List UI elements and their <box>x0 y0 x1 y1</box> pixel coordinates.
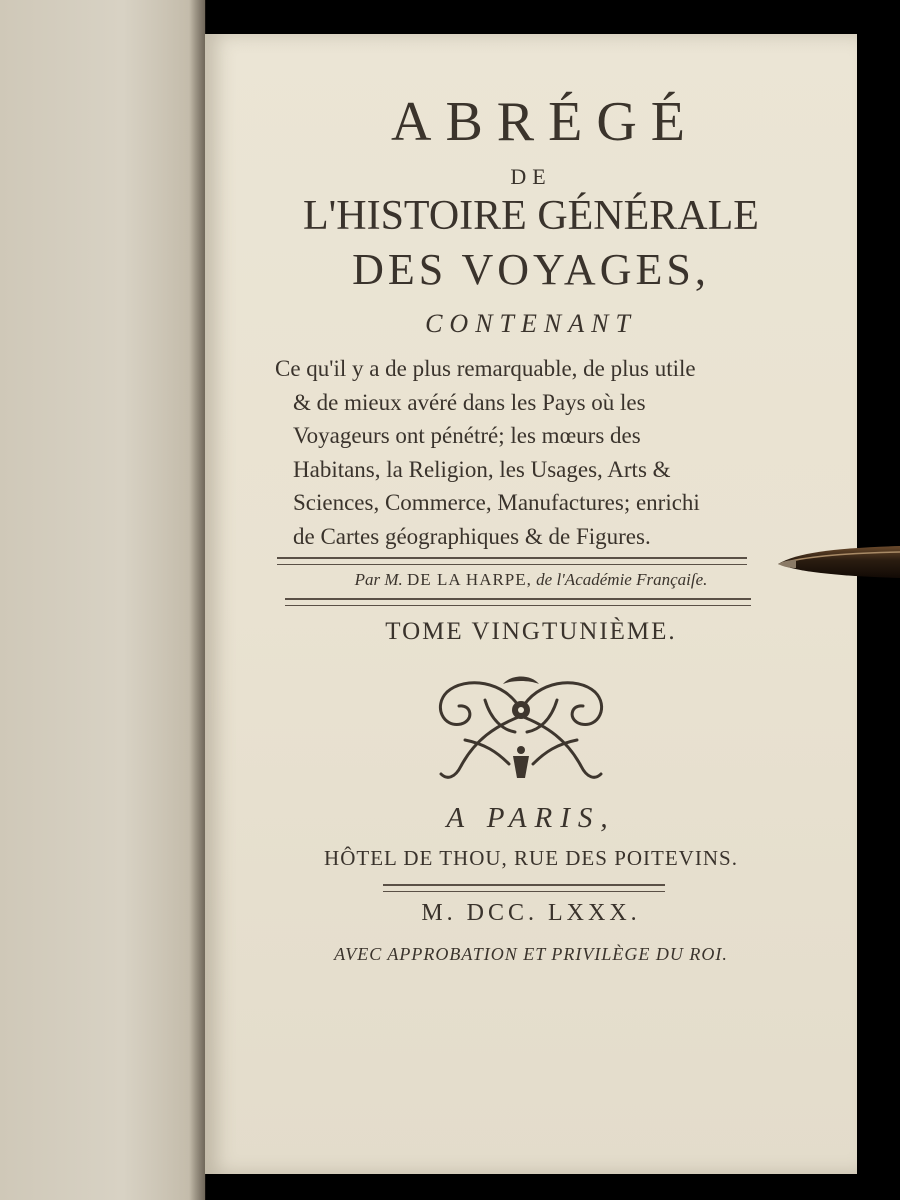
printers-ornament <box>425 670 617 786</box>
title-histoire-generale: L'HISTOIRE GÉNÉRALE <box>303 193 759 239</box>
left-facing-page <box>0 0 205 1200</box>
imprint-rule <box>383 884 665 892</box>
author-byline <box>205 570 857 590</box>
double-rule-top <box>277 557 747 565</box>
imprint-address: HÔTEL DE THOU, RUE DES POITEVINS. <box>324 846 738 870</box>
volume-number: TOME VINGTUNIÈME. <box>385 618 677 645</box>
description-line: & de mieux avéré dans les Pays où les <box>293 389 646 415</box>
title-des-voyages: DES VOYAGES, <box>352 245 710 294</box>
byline-author: DE LA HARPE, <box>407 570 532 589</box>
description-line: Ce qu'il y a de plus remarquable, de plus utile <box>275 356 696 381</box>
gutter-shadow <box>190 0 206 1200</box>
double-rule-bottom <box>285 598 751 606</box>
publication-year: M. DCC. LXXX. <box>421 900 641 926</box>
title-page <box>205 34 857 1174</box>
title-abrege: ABRÉGÉ <box>391 91 699 153</box>
description-paragraph <box>275 352 775 553</box>
royal-approbation: AVEC APPROBATION ET PRIVILÈGE DU ROI. <box>334 944 728 964</box>
byline-prefix: Par M. <box>354 570 403 589</box>
description-line: de Cartes géographiques & de Figures. <box>293 523 651 549</box>
title-de: DE <box>510 164 552 189</box>
imprint-city: A PARIS, <box>446 802 616 834</box>
description-line: Sciences, Commerce, Manufactures; enrichi <box>293 490 700 515</box>
title-contenant: CONTENANT <box>425 309 637 338</box>
byline-suffix: de l'Académie Françaiſe. <box>536 570 708 589</box>
pen-pointer <box>778 538 900 586</box>
description-line: Habitans, la Religion, les Usages, Arts & <box>293 456 671 482</box>
description-line: Voyageurs ont pénétré; les mœurs des <box>293 423 641 448</box>
